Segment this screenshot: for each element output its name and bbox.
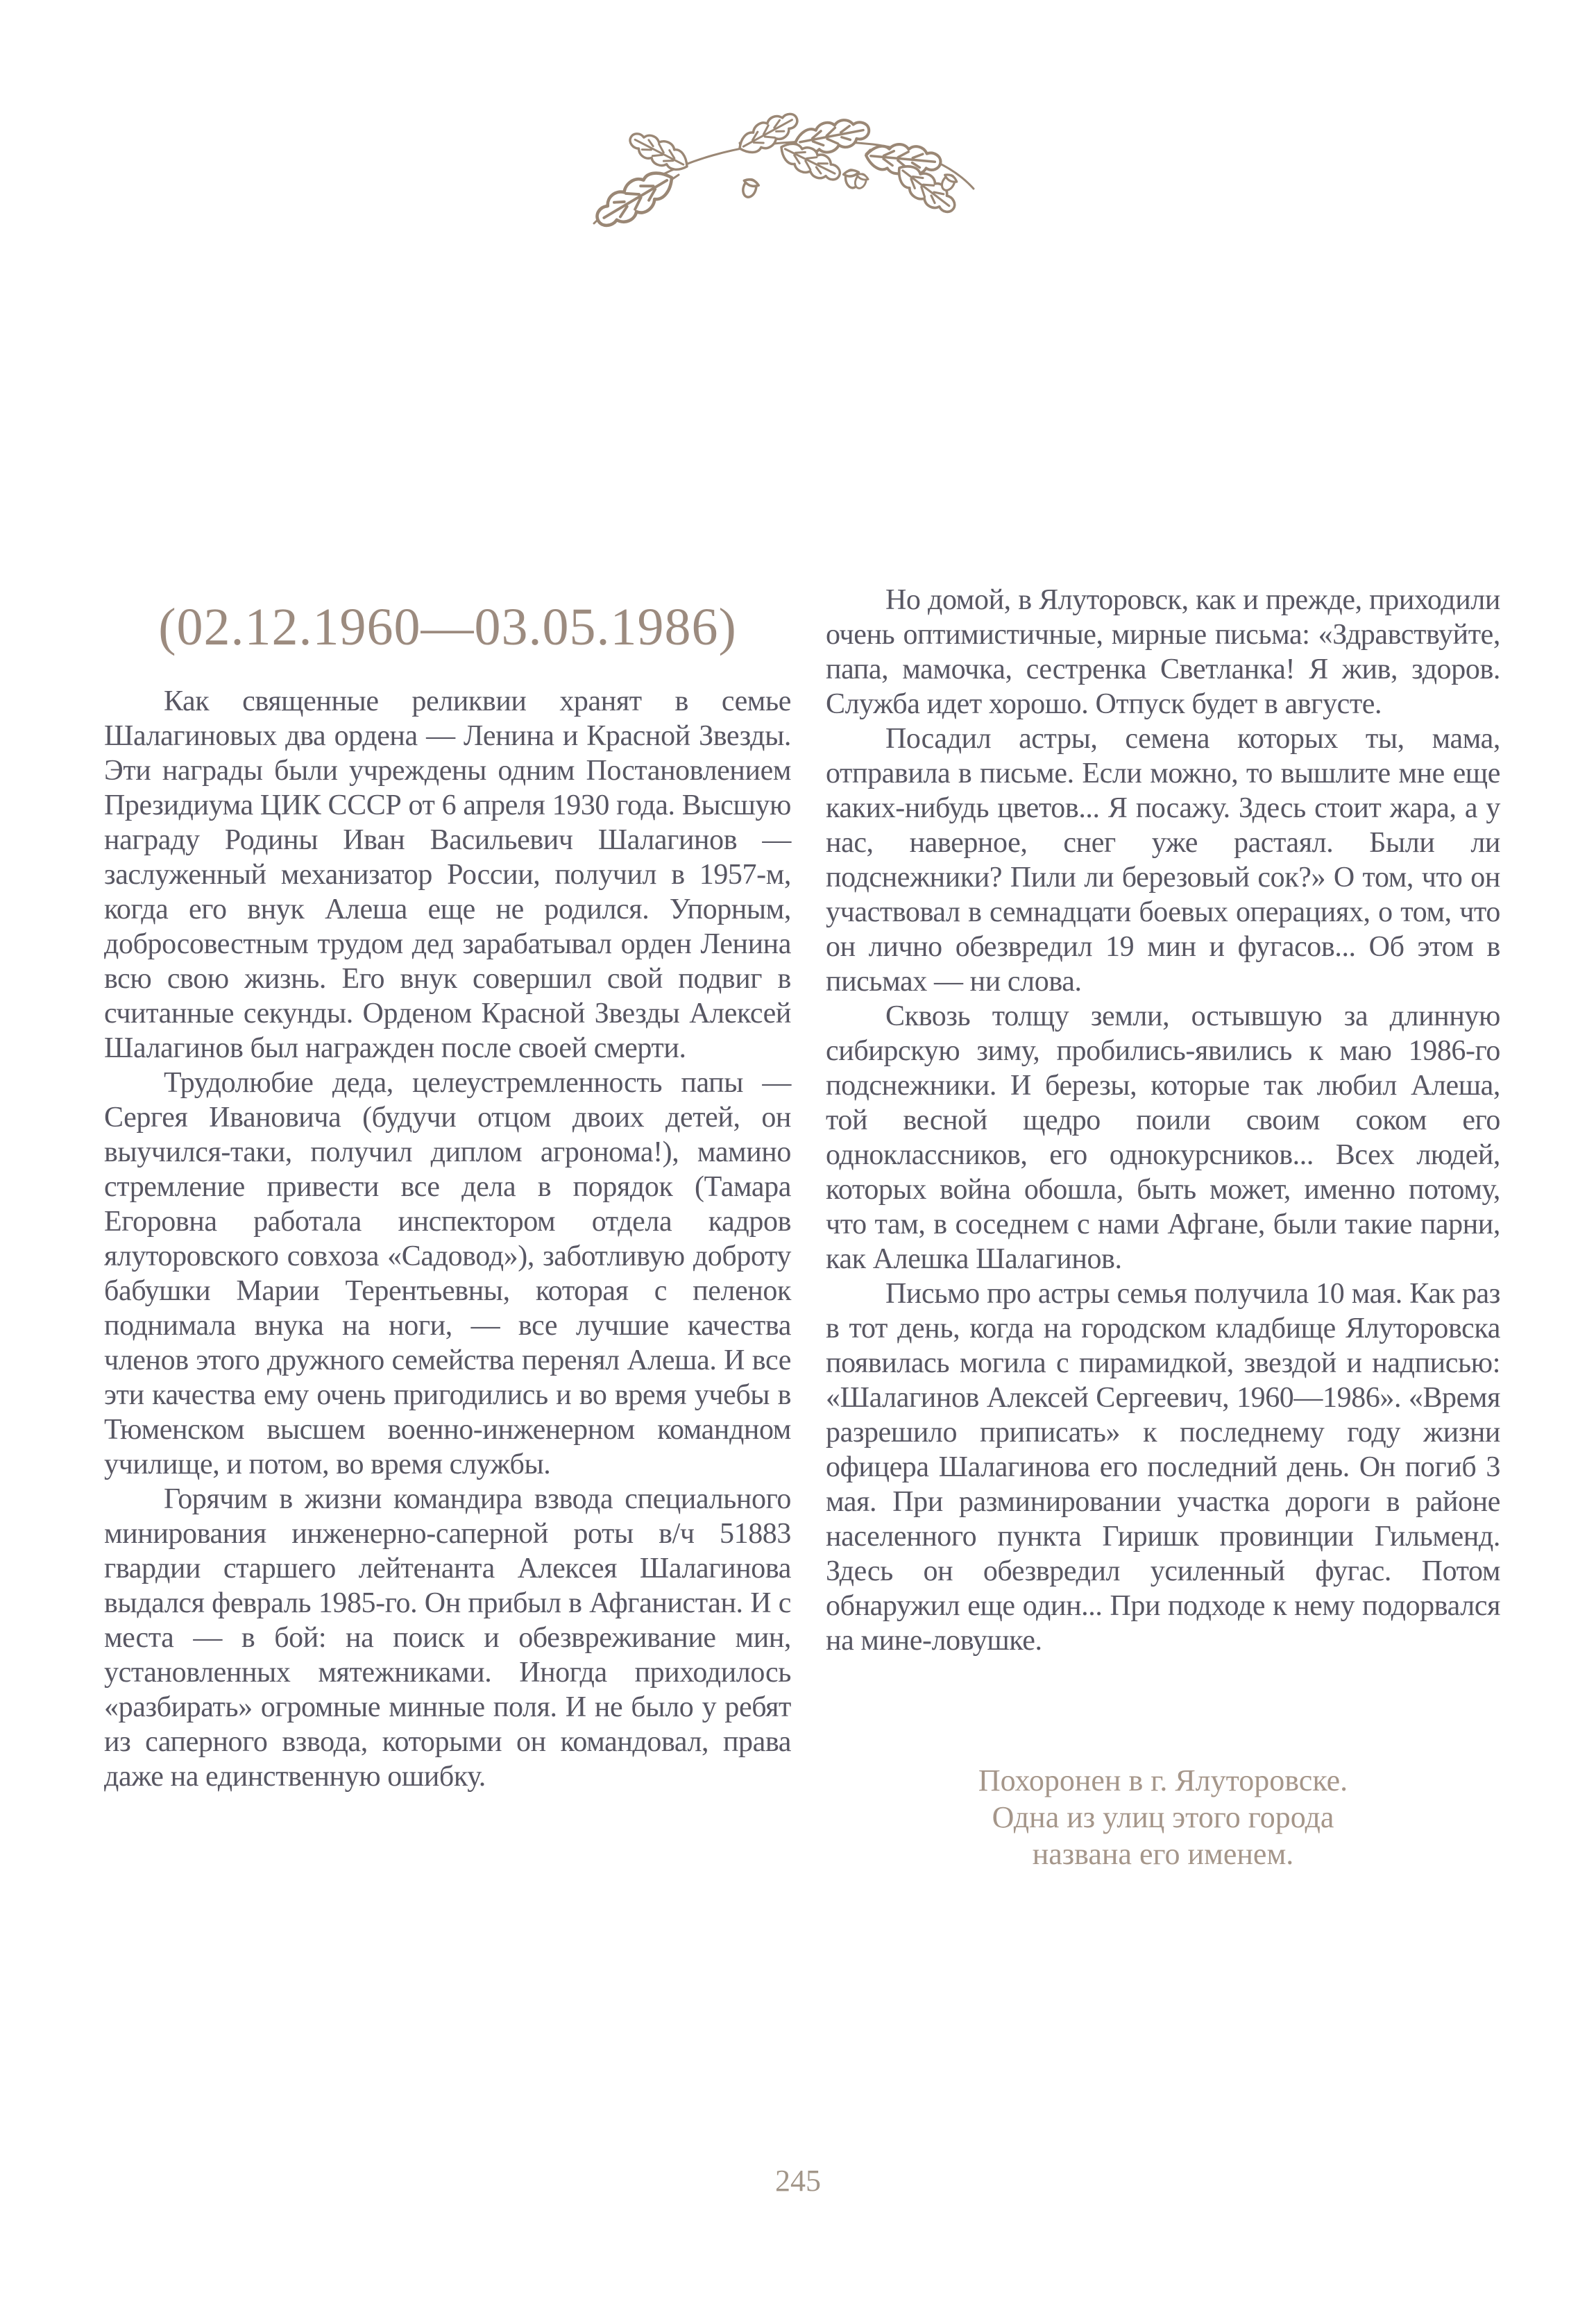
paragraph: Трудолюбие деда, целеустремленность папы — Сергея Ивановича (будучи отцом двоих детей, он выучился-таки, получил диплом агронома!), мамино стремление привести все дела в порядок (Тамара Егоровна работала инспектором отдела кадров ялуторовского совхоза «Садовод»), заботливую доброту бабушки Марии Терентьевны, которая с пеленок поднимала внука на ноги, — все лучшие качества членов этого дружного семейства перенял Алеша. И все эти качества ему очень пригодились и во время учебы в Тюменском высшем военно-инженерном командном училище, и потом, во время службы. [104, 1067, 791, 1480]
paragraph: Как священные реликвии хранят в семье Шалагиновых два ордена — Ленина и Красной Звезды. Эти награды были учреждены одним Постановлением Президиума ЦИК СССР от 6 апреля 1930 года. Высшую награду Родины Иван Васильевич Шалагинов — заслуженный механизатор России, получил в 1957-м, когда его внук Алеша еще не родился. Упорным, добросовестным трудом дед зарабатывал орден Ленина всю свою жизнь. Его внук совершил свой подвиг в считанные секунды. Орденом Красной Звезды Алексей Шалагинов был награжден после своей смерти. [104, 685, 791, 1064]
memorial-note-line: названа его именем. [1032, 1837, 1294, 1871]
memorial-note-line: Похоронен в г. Ялуторовске. [978, 1763, 1348, 1797]
life-dates-heading: (02.12.1960—03.05.1986) [158, 598, 737, 656]
paragraph: Но домой, в Ялуторовск, как и прежде, приходили очень оптимистичные, мирные письма: «Здравствуйте, папа, мамочка, сестренка Светланка! Я жив, здоров. Служба идет хорошо. Отпуск будет в августе. [826, 584, 1500, 720]
page-number: 245 [775, 2164, 821, 2198]
memorial-note-line: Одна из улиц этого города [992, 1800, 1334, 1834]
paragraph: Горячим в жизни командира взвода специального минирования инженерно-саперной роты в/ч 51883 гвардии старшего лейтенанта Алексея Шалагинова выдался февраль 1985-го. Он прибыл в Афганистан. И с места — в бой: на поиск и обезвреживание мин, установленных мятежниками. Иногда приходилось «разбирать» огромные минные поля. И не было у ребят из саперного взвода, которыми он командовал, права даже на единственную ошибку. [104, 1483, 791, 1793]
memorial-note [826, 1762, 1500, 1872]
left-column [104, 684, 791, 1794]
paragraph: Посадил астры, семена которых ты, мама, отправила в письме. Если можно, то вышлите мне еще каких-нибудь цветов... Я посажу. Здесь стоит жара, а у нас, наверное, снег уже растаял. Были ли подснежники? Пили ли березовый сок?» О том, что он участвовал в семнадцати боевых операциях, о том, что он лично обезвредил 19 мин и фугасов... Об этом в письмах — ни слова. [826, 723, 1500, 998]
oak-branch-ornament [575, 111, 984, 250]
right-column [826, 583, 1500, 1658]
paragraph: Письмо про астры семья получила 10 мая. Как раз в тот день, когда на городском кладбище Ялуторовска появилась могила с пирамидкой, звездой и надписью: «Шалагинов Алексей Сергеевич, 1960—1986». «Время разрешило приписать» к последнему году жизни офицера Шалагинова его последний день. Он погиб 3 мая. При разминировании участка дороги в районе населенного пункта Гиришк провинции Гильменд. Здесь он обезвредил усиленный фугас. Потом обнаружил еще один... При подходе к нему подорвался на мине-ловушке. [826, 1278, 1500, 1657]
paragraph: Сквозь толщу земли, остывшую за длинную сибирскую зиму, пробились-явились к маю 1986-го подснежники. И березы, которые так любил Алеша, той весной щедро поили своим соком его одноклассников, его однокурсников... Всех людей, которых война обошла, быть может, именно потому, что там, в соседнем с нами Афгане, были такие парни, как Алешка Шалагинов. [826, 1000, 1500, 1275]
